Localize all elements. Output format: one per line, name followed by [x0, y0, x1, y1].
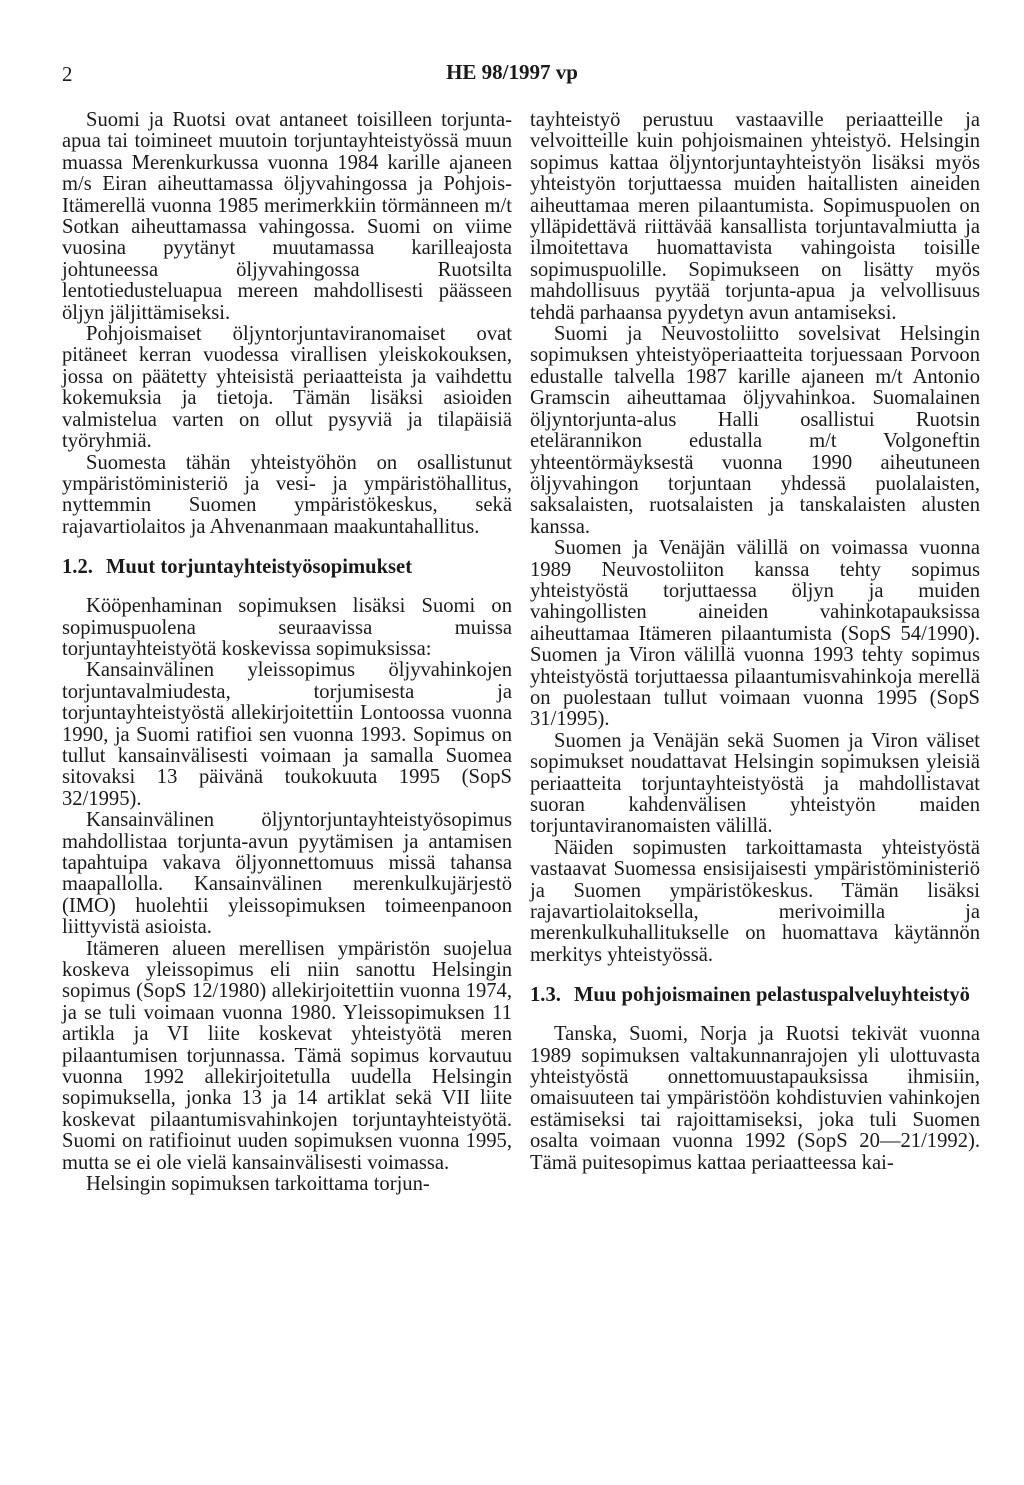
section-number: 1.2.	[62, 556, 93, 579]
document-id-header: HE 98/1997 vp	[446, 60, 578, 84]
paragraph: tayhteistyö perustuu vastaaville periaatteille ja velvoitteille kuin pohjoismainen yhteistyö. Helsingin sopimus kattaa öljyntorjuntayhteistyön lisäksi myös yhteistyön torjuttaessa muiden haitallisten aineiden aiheuttamaa meren pilaantumista. Sopimuspuolen on ylläpidettävä riittävää kansallista torjuntavalmiutta ja ilmoitettava huomattavista vahingoista toisille sopimuspuolille. Sopimukseen on lisätty myös mahdollisuus pyytää torjunta-apua ja velvollisuus tehdä parhaansa pyydetyn avun antamiseksi.	[530, 109, 980, 324]
paragraph: Pohjoismaiset öljyntorjuntaviranomaiset ovat pitäneet kerran vuodessa virallisen yleiskokouksen, jossa on päätetty yhteisistä periaatteista ja vaihdettu kokemuksia ja tietoja. Tämän lisäksi asioiden valmistelua varten on ollut pysyviä ja tilapäisiä työryhmiä.	[62, 323, 512, 453]
section-heading-1-3	[530, 984, 980, 1006]
section-title: Muut torjuntayhteistyösopimukset	[106, 556, 413, 579]
section-number: 1.3.	[530, 984, 561, 1007]
section-title: Muu pohjoismainen pelastuspalveluyhteistyö	[574, 984, 970, 1007]
paragraph: Suomi ja Neuvostoliitto sovelsivat Helsingin sopimuksen yhteistyöperiaatteita torjuessaan Porvoon edustalle talvella 1987 karille ajaneen m/t Antonio Gramscin aiheuttamaa öljyvahinkoa. Suomalainen öljyntorjunta-alus Halli osallistui Ruotsin etelärannikon edustalla m/t Volgoneftin yhteentörmäyksestä vuonna 1990 aiheutuneen öljyvahingon torjuntaan yhdessä puolalaisten, saksalaisten, ruotsalaisten ja tanskalaisten alusten kanssa.	[530, 323, 980, 538]
paragraph: Kansainvälinen yleissopimus öljyvahinkojen torjuntavalmiudesta, torjumisesta ja torjuntayhteistyöstä allekirjoitettiin Lontoossa vuonna 1990, ja Suomi ratifioi sen vuonna 1993. Sopimus on tullut kansainvälisesti voimaan ja samalla Suomea sitovaksi 13 päivänä toukokuuta 1995 (SopS 32/1995).	[62, 659, 512, 810]
paragraph: Suomen ja Venäjän välillä on voimassa vuonna 1989 Neuvostoliiton kanssa tehty sopimus yhteistyöstä torjuttaessa öljyn ja muiden vahingollisten aineiden vahinkotapauksissa aiheuttamaa Itämeren pilaantumista (SopS 54/1990). Suomen ja Viron välillä vuonna 1993 tehty sopimus yhteistyöstä torjuttaessa pilaantumisvahinkoja merellä on puolestaan tullut voimaan vuonna 1995 (SopS 31/1995).	[530, 537, 980, 731]
section-heading-1-2	[62, 556, 512, 578]
paragraph: Suomen ja Venäjän sekä Suomen ja Viron väliset sopimukset noudattavat Helsingin sopimuksen yleisiä periaatteita torjuntayhteistyöstä ja mahdollistavat suoran kahdenvälisen yhteistyön maiden torjuntaviranomaisten välillä.	[530, 729, 980, 838]
paragraph: Suomi ja Ruotsi ovat antaneet toisilleen torjunta-apua tai toimineet muutoin torjuntayhteistyössä muun muassa Merenkurkussa vuonna 1984 karille ajaneen m/s Eiran aiheuttamassa öljyvahingossa ja Pohjois-Itämerellä vuonna 1985 merimerkkiin törmänneen m/t Sotkan aiheuttamassa vahingossa. Suomi on viime vuosina pyytänyt muutamassa karilleajosta johtuneessa öljyvahingossa Ruotsilta lentotiedusteluapua mereen mahdollisesti päässeen öljyn jäljittämiseksi.	[62, 109, 512, 324]
paragraph: Helsingin sopimuksen tarkoittama torjun-	[86, 1173, 430, 1196]
paragraph: Suomesta tähän yhteistyöhön on osallistunut ympäristöministeriö ja vesi- ja ympäristöhallitus, nyttemmin Suomen ympäristökeskus, sekä rajavartiolaitos ja Ahvenanmaan maakuntahallitus.	[62, 451, 512, 538]
paragraph: Näiden sopimusten tarkoittamasta yhteistyöstä vastaavat Suomessa ensisijaisesti ympäristöministeriö ja Suomen ympäristökeskus. Tämän lisäksi rajavartiolaitoksella, merivoimilla ja merenkulkuhallitukselle on huomattava käytännön merkitys yhteistyössä.	[530, 836, 980, 966]
paragraph: Kööpenhaminan sopimuksen lisäksi Suomi on sopimuspuolena seuraavissa muissa torjuntayhteistyötä koskevissa sopimuksissa:	[62, 595, 512, 660]
right-column	[530, 110, 980, 1174]
page-number: 2	[62, 62, 73, 86]
paragraph: Tanska, Suomi, Norja ja Ruotsi tekivät vuonna 1989 sopimuksen valtakunnanrajojen yli ulottuvasta yhteistyöstä onnettomuustapauksissa ihmisiin, omaisuuteen tai ympäristöön kohdistuvien vahinkojen estämiseksi tai rajoittamiseksi, joka tuli Suomen osalta voimaan vuonna 1992 (SopS 20—21/1992). Tämä puitesopimus kattaa periaatteessa kai-	[530, 1023, 980, 1174]
left-column	[62, 110, 512, 1196]
paragraph: Itämeren alueen merellisen ympäristön suojelua koskeva yleissopimus eli niin sanottu Helsingin sopimus (SopS 12/1980) allekirjoitettiin vuonna 1974, ja se tuli voimaan vuonna 1980. Yleissopimuksen 11 artikla ja VI liite koskevat yhteistyötä meren pilaantumisen torjunnassa. Tämä sopimus korvautuu vuonna 1992 allekirjoitetulla uudella Helsingin sopimuksella, jonka 13 ja 14 artiklat sekä VII liite koskevat pilaantumisvahinkojen torjuntayhteistyötä. Suomi on ratifioinut uuden sopimuksen vuonna 1995, mutta se ei ole vielä kansainvälisesti voimassa.	[62, 937, 512, 1174]
paragraph: Kansainvälinen öljyntorjuntayhteistyösopimus mahdollistaa torjunta-avun pyytämisen ja antamisen tapahtuipa vakava öljyonnettomuus missä tahansa maapallolla. Kansainvälinen merenkulkujärjestö (IMO) huolehtii yleissopimuksen toimeenpanoon liittyvistä asioista.	[62, 809, 512, 939]
